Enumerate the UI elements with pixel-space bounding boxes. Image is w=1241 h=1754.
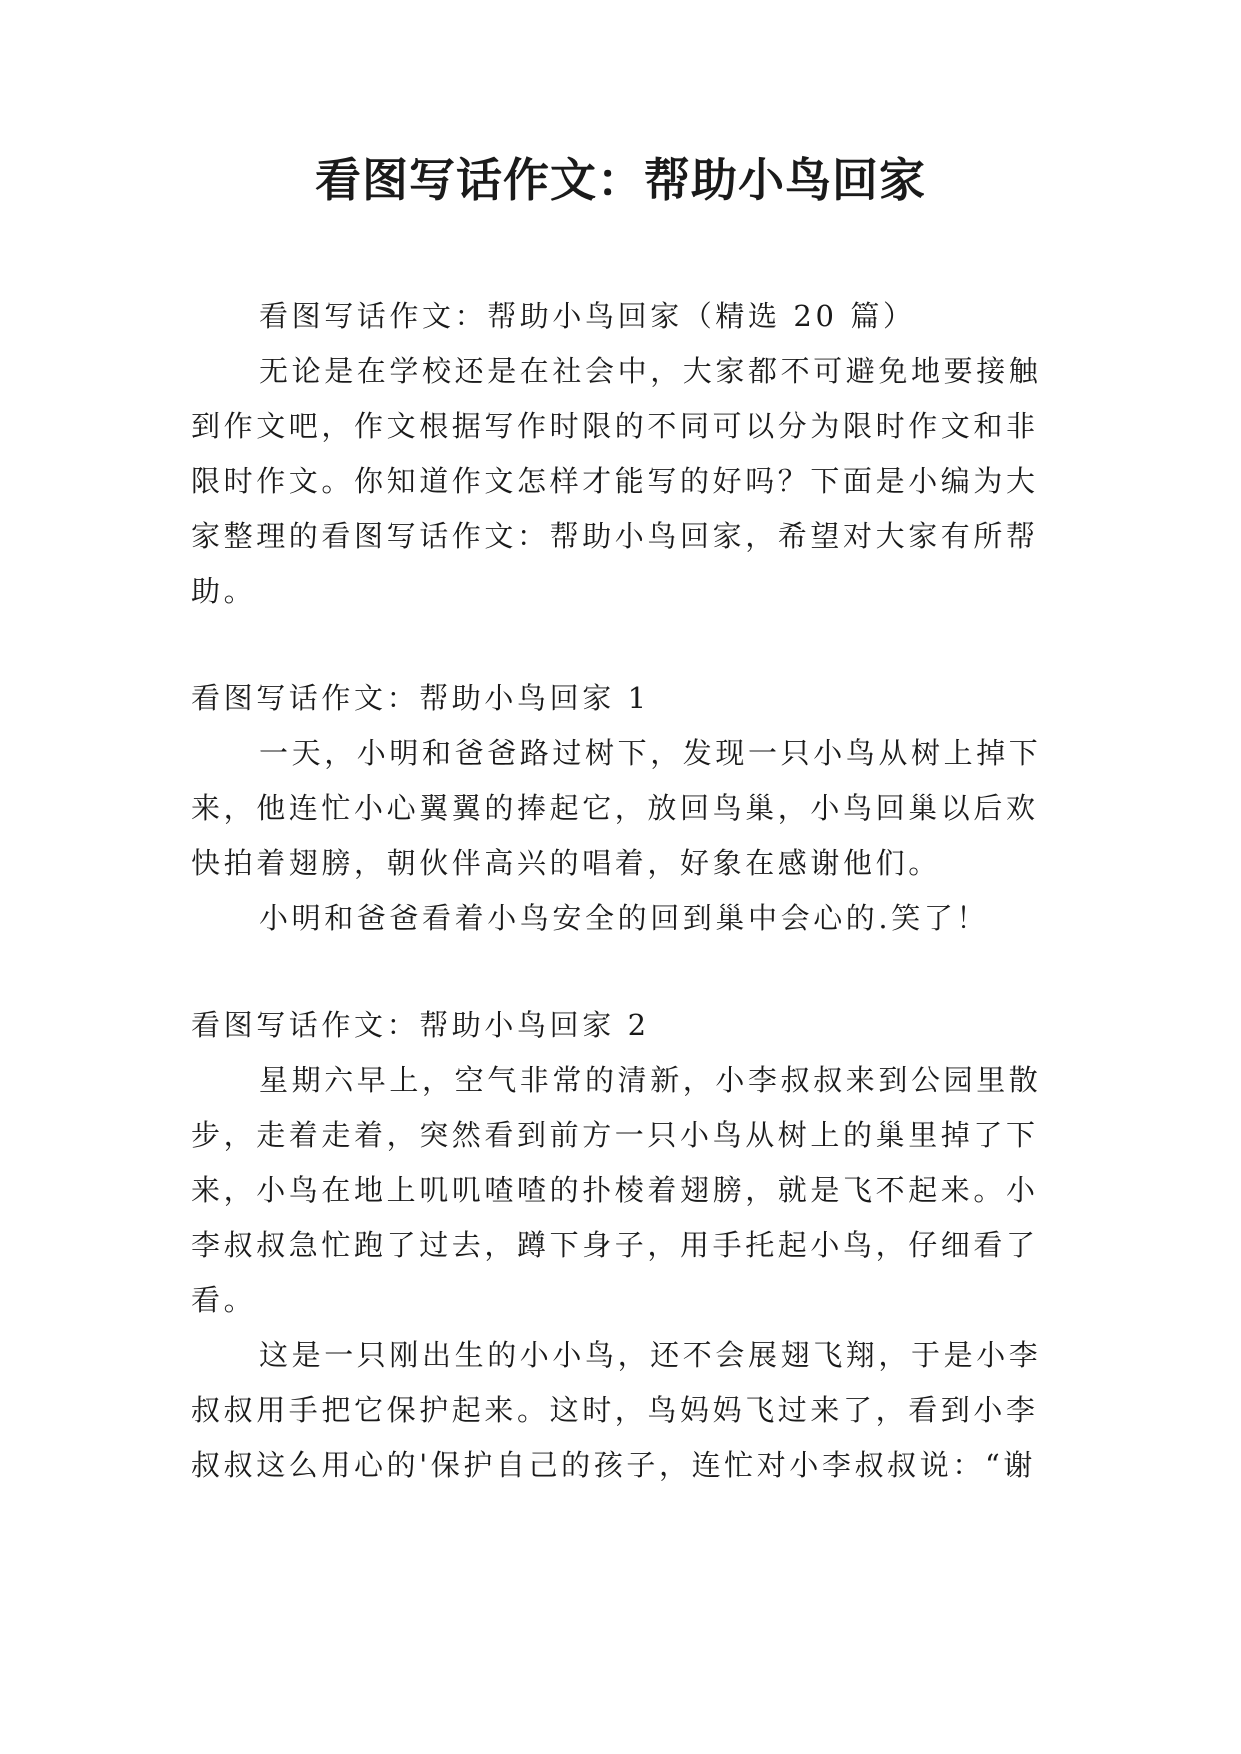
section-heading: 看图写话作文：帮助小鸟回家 2 [191, 1008, 650, 1042]
section-paragraph: 一天，小明和爸爸路过树下，发现一只小鸟从树上掉下来，他连忙小心翼翼的捧起它，放回鸟巢，小鸟回巢以后欢快拍着翅膀，朝伙伴高兴的唱着，好象在感谢他们。 [191, 736, 1042, 880]
intro-subtitle: 看图写话作文：帮助小鸟回家（精选 20 篇） [259, 299, 916, 333]
section-paragraph: 这是一只刚出生的小小鸟，还不会展翅飞翔，于是小李叔叔用手把它保护起来。这时，鸟妈妈飞过来了，看到小李叔叔这么用心的'保护自己的孩子，连忙对小李叔叔说：“谢 [191, 1338, 1042, 1482]
intro-paragraph: 无论是在学校还是在社会中，大家都不可避免地要接触到作文吧，作文根据写作时限的不同可以分为限时作文和非限时作文。你知道作文怎样才能写的好吗？下面是小编为大家整理的看图写话作文：帮助小鸟回家，希望对大家有所帮助。 [191, 354, 1042, 608]
document-title: 看图写话作文：帮助小鸟回家 [315, 153, 926, 207]
document-body [191, 289, 1051, 1493]
section-paragraph: 星期六早上，空气非常的清新，小李叔叔来到公园里散步，走着走着，突然看到前方一只小鸟从树上的巢里掉了下来，小鸟在地上叽叽喳喳的扑棱着翅膀，就是飞不起来。小李叔叔急忙跑了过去，蹲下身子，用手托起小鸟，仔细看了看。 [191, 1063, 1042, 1317]
section-heading: 看图写话作文：帮助小鸟回家 1 [191, 681, 650, 715]
section-paragraph: 小明和爸爸看着小鸟安全的回到巢中会心的.笑了！ [259, 901, 990, 935]
